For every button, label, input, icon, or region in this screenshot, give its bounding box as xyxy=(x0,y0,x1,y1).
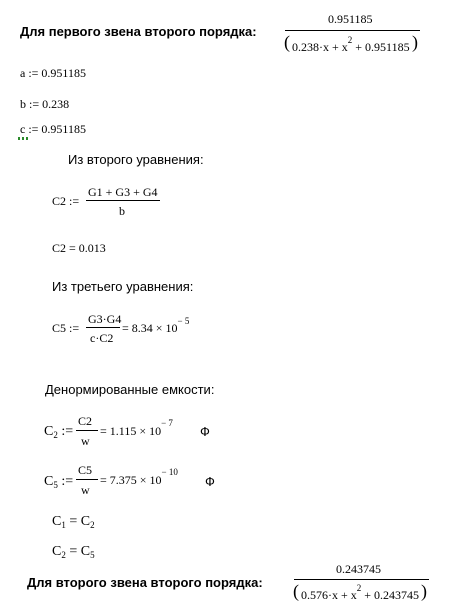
section1-title: Для первого звена второго порядка: xyxy=(20,24,257,39)
eq3-numerator: G3·G4 xyxy=(88,312,122,326)
eq3-denominator: c·C2 xyxy=(90,331,114,345)
c5-lhs: $C_5$ := xyxy=(44,474,74,490)
section2-title: Для второго звена второго порядка: xyxy=(27,575,263,590)
tf2-left-paren: ( xyxy=(293,581,299,601)
eq2-fraction-bar xyxy=(86,200,160,201)
equality-c1-c2: $C_1 = C_2$ xyxy=(52,514,95,530)
param-a: a := 0.951185 xyxy=(20,66,86,80)
eq3-lhs: C5 := xyxy=(52,321,80,335)
c5-numerator: C5 xyxy=(78,463,93,477)
equality-c2-c5: $C_2 = C_5$ xyxy=(52,544,95,560)
tf1-fraction-bar xyxy=(285,30,420,31)
c5-unit: Ф xyxy=(205,474,215,489)
param-c: c := 0.951185 xyxy=(20,122,86,136)
tf1-left-paren: ( xyxy=(284,32,290,52)
tf1-numerator: 0.951185 xyxy=(328,12,373,26)
eq2-result: C2 = 0.013 xyxy=(52,241,106,255)
c2-fraction-bar xyxy=(76,430,98,431)
eq2-denominator: b xyxy=(119,204,125,218)
c2-numerator: C2 xyxy=(78,414,93,428)
eq3-fraction-bar xyxy=(86,327,120,328)
tf2-denominator: $0.576\cdot x + x^2 + 0.243745$ xyxy=(301,583,420,602)
tf1-right-paren: ) xyxy=(412,32,418,52)
tf1-denominator: $0.238\cdot x + x^2 + 0.951185$ xyxy=(292,35,410,54)
tf2-fraction-bar xyxy=(294,579,429,580)
c2-lhs: $C_2$ := xyxy=(44,424,74,440)
c5-denominator: w xyxy=(81,483,90,497)
eq3-heading: Из третьего уравнения: xyxy=(52,279,194,294)
c2-denominator: w xyxy=(81,434,90,448)
spellcheck-underline xyxy=(18,137,30,140)
eq3-result: = $8.34 \times 10^{- 5}$ xyxy=(122,316,190,335)
c2-result: = $1.115 \times 10^{- 7}$ xyxy=(100,418,173,438)
tf2-right-paren: ) xyxy=(421,581,427,601)
c5-fraction-bar xyxy=(76,479,98,480)
eq2-lhs: C2 := xyxy=(52,194,80,208)
eq2-heading: Из второго уравнения: xyxy=(68,152,204,167)
denorm-heading: Денормированные емкости: xyxy=(45,382,215,397)
c5-result: = $7.375 \times 10^{- 10}$ xyxy=(100,467,178,487)
eq2-numerator: G1 + G3 + G4 xyxy=(88,185,158,199)
tf2-numerator: 0.243745 xyxy=(336,562,381,576)
param-b: b := 0.238 xyxy=(20,97,70,111)
c2-unit: Ф xyxy=(200,424,210,439)
